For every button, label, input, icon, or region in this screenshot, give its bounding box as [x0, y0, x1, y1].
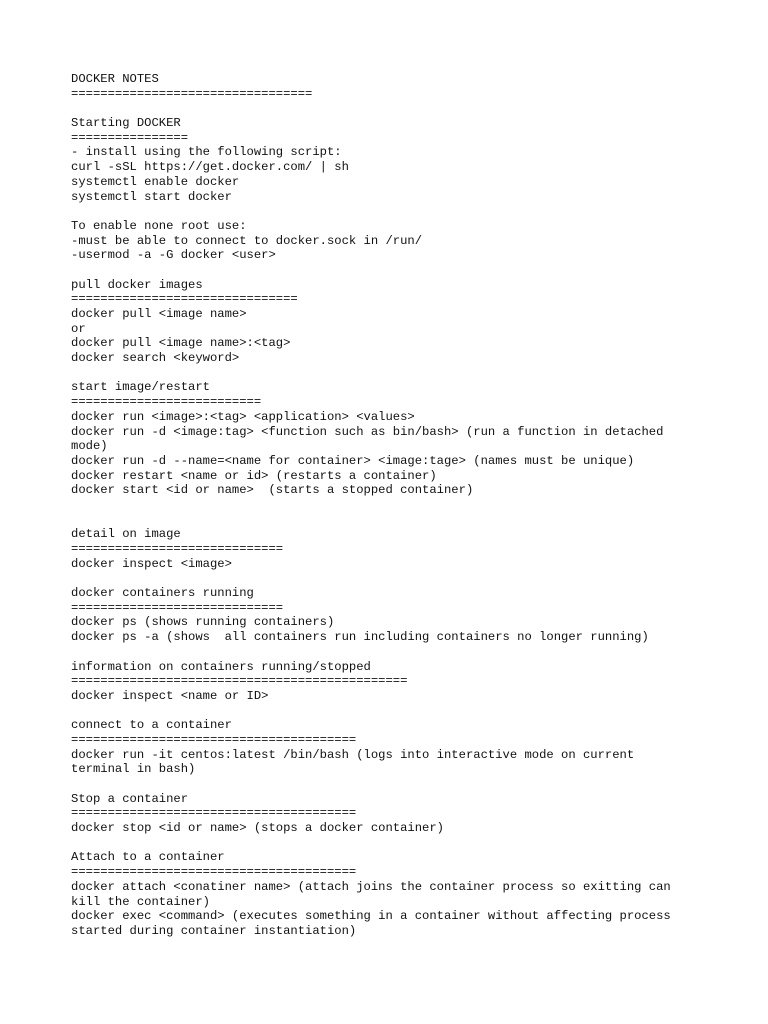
blank-line [71, 836, 701, 851]
text-line: docker inspect <image> [71, 556, 232, 571]
text-line: Starting DOCKER [71, 116, 181, 131]
text-line: systemctl enable docker [71, 174, 240, 189]
text-line: Attach to a container [71, 850, 225, 865]
text-line: systemctl start docker [71, 189, 232, 204]
text-line: docker run -d --name=<name for container> <image:tage> (names must be unique) [71, 453, 635, 468]
heading-underline: ======================================= [71, 732, 357, 747]
heading-underline: ================================= [71, 86, 313, 101]
heading-underline: =============================== [71, 292, 298, 307]
text-line: docker ps (shows running containers) [71, 615, 335, 630]
document-page [71, 72, 701, 939]
text-line: Stop a container [71, 791, 189, 806]
text-line: docker run <image>:<tag> <application> <values> [71, 409, 415, 424]
text-line: docker pull <image name>:<tag> [71, 336, 291, 351]
blank-line [71, 704, 701, 719]
blank-line [71, 366, 701, 381]
blank-line [71, 204, 701, 219]
text-line: or [71, 321, 86, 336]
text-line: mode) [71, 439, 108, 454]
text-line: detail on image [71, 527, 181, 542]
text-line: docker inspect <name or ID> [71, 688, 269, 703]
heading-underline: ========================== [71, 395, 262, 410]
text-line: started during container instantiation) [71, 923, 357, 938]
text-line: terminal in bash) [71, 762, 196, 777]
blank-line [71, 777, 701, 792]
text-line: docker attach <conatiner name> (attach joins the container process so exitting can [71, 879, 671, 894]
text-line: DOCKER NOTES [71, 72, 159, 86]
blank-line [71, 645, 701, 660]
text-line: To enable none root use: [71, 218, 247, 233]
text-line: docker pull <image name> [71, 307, 247, 321]
text-line: docker stop <id or name> (stops a docker container) [71, 821, 444, 836]
text-line: kill the container) [71, 894, 210, 909]
text-line: docker run -d <image:tag> <function such as bin/bash> (run a function in detached [71, 424, 664, 439]
heading-underline: ============================================== [71, 674, 408, 689]
blank-line [71, 571, 701, 586]
blank-line [71, 513, 701, 528]
text-line: docker start <id or name> (starts a stopped container) [71, 483, 474, 498]
text-line: -must be able to connect to docker.sock in /run/ [71, 233, 423, 248]
blank-line [71, 101, 701, 116]
heading-underline: ================ [71, 130, 189, 145]
blank-line [71, 263, 701, 278]
text-line: docker run -it centos:latest /bin/bash (logs into interactive mode on current [71, 747, 635, 762]
text-line: docker ps -a (shows all containers run including containers no longer running) [71, 630, 649, 645]
text-line: -usermod -a -G docker <user> [71, 248, 276, 263]
text-line: start image/restart [71, 380, 210, 395]
heading-underline: ======================================= [71, 806, 357, 821]
blank-line [71, 498, 701, 513]
heading-underline: ============================= [71, 600, 284, 615]
text-line: curl -sSL https://get.docker.com/ | sh [71, 160, 349, 175]
text-line: - install using the following script: [71, 145, 342, 160]
text-line: docker restart <name or id> (restarts a container) [71, 468, 437, 483]
text-line: pull docker images [71, 277, 203, 292]
text-line: docker exec <command> (executes something in a container without affecting process [71, 909, 671, 924]
text-line: docker containers running [71, 586, 254, 601]
text-line: connect to a container [71, 718, 232, 733]
text-line: information on containers running/stopped [71, 659, 371, 674]
text-line: docker search <keyword> [71, 351, 240, 366]
heading-underline: ============================= [71, 542, 284, 556]
heading-underline: ======================================= [71, 865, 357, 880]
